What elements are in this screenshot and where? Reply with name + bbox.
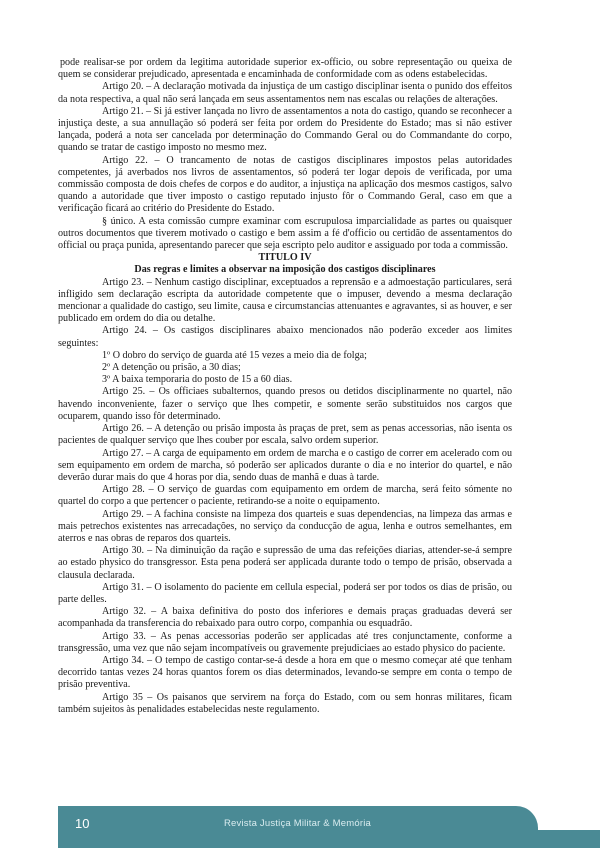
paragraph: Artigo 22. – O trancamento de notas de castigos disciplinares impostos pelas autoridades competentes, já averbados nos livros de assentamentos, só poderá ter logar depois de verificada, por uma commissão composta de dois chefes de corpos e do auditor, a injustiça na aplicação dos mesmos castigos, salvo quando a autoridade que tiver imposto o castigo reputado injusto fôr o Commando Geral, caso em que a verificação ficará ao critério do Presidente do Estado. [58, 154, 512, 215]
paragraph: Artigo 29. – A fachina consiste na limpeza dos quarteis e suas dependencias, na limpeza das armas e mais petrechos existentes nas arrecadações, no serviço da conducção de agua, lenha e outros semelhantes, em aterros e nas obras de reparos dos quarteis. [58, 508, 512, 544]
section-title: TITULO IV [258, 252, 312, 264]
list-item: 3º A baixa temporaria do posto de 15 a 60 dias. [102, 374, 293, 386]
paragraph: Artigo 34. – O tempo de castigo contar-se-á desde a hora em que o mesmo começar até que tenham decorrido tantas vezes 24 horas quantos forem os dias determinados, levando-se sempre em conta o tempo de prisão preventiva. [58, 654, 512, 691]
list-item: 1º O dobro do serviço de guarda até 15 vezes a meio dia de folga; [102, 349, 367, 361]
paragraph: Artigo 20. – A declaração motivada da injustiça de um castigo disciplinar isenta o punido dos effeitos da nota respectiva, a qual não será lançada em seus assentamentos nem nas escalas ou relações de alterações. [58, 81, 512, 105]
paragraph: Artigo 23. – Nenhum castigo disciplinar, exceptuados a reprensão e a admoestação particulares, será infligido sem declaração escripta da autoridade competente que o impuser, devendo a mesma declaração mencionar a qualidade do castigo, seu limite, causa e circumstancias attenuantes e agravantes, si as houver, e ser publicado em ordem do dia ou detalhe. [58, 276, 512, 325]
journal-title: Revista Justiça Militar & Memória [224, 818, 372, 829]
paragraph: Artigo 31. – O isolamento do paciente em cellula especial, poderá ser por todos os dias de prisão, ou parte delles. [58, 581, 512, 605]
paragraph: Artigo 25. – Os officiaes subalternos, quando presos ou detidos disciplinarmente no quartel, não havendo inconveniente, fazer o serviço que lhes competir, e somente serão substituidos nos cargos que ocuparem, quando isso fôr determinado. [58, 386, 512, 422]
page-body [58, 57, 512, 716]
paragraph: Artigo 33. – As penas accessorias poderão ser applicadas até tres conjunctamente, conforme a transgressão, uma vez que não sejam incompatíveis ou gravemente prejudiciaes ao estado physico do paciente. [58, 630, 512, 654]
paragraph: Artigo 27. – A carga de equipamento em ordem de marcha e o castigo de correr em acelerado com ou sem equipamento em ordem de marcha, só poderão ser aplicados durante o dia e no interior do quartel, e não deverão durar mais do que 4 horas por dia, sendo duas de manhã e duas à tarde. [58, 447, 512, 483]
list-item: 2º A detenção ou prisão, a 30 dias; [102, 362, 241, 374]
paragraph: Artigo 30. – Na diminuição da ração e supressão de uma das refeições diarias, attender-se-á sempre ao estado physico do transgressor. Esta pena poderá ser applicada durante todo o tempo de prisão, observada a clausula declarada. [58, 545, 512, 581]
page-number: 10 [75, 816, 90, 831]
section-subtitle: Das regras e limites a observar na imposição dos castigos disciplinares [134, 264, 436, 276]
paragraph: § único. A esta comissão cumpre examinar com escrupulosa imparcialidade as partes ou quaisquer outros documentos que tiverem motivado o castigo e bem assim a fé d'officio ou certidão de assentamentos do official ou praça punida, apresentando parecer que seja escripto pelo auditor e assiguado por toda a commissão. [58, 215, 512, 252]
paragraph: Artigo 32. – A baixa definitiva do posto dos inferiores e demais praças graduadas deverá ser acompanhada da transferencia do rebaixado para outro corpo, companhia ou esquadrão. [58, 606, 512, 630]
paragraph: Artigo 28. – O serviço de guardas com equipamento em ordem de marcha, será feito sómente no quartel do corpo a que pertencer o paciente, retirando-se a noite o equipamento. [58, 484, 512, 508]
paragraph: Artigo 24. – Os castigos disciplinares abaixo mencionados não poderão exceder aos limites seguintes: [58, 325, 512, 349]
paragraph: Artigo 26. – A detenção ou prisão imposta às praças de pret, sem as penas accessorias, não isenta os pacientes de qualquer serviço que lhes couber por escala, salvo ordem superior. [58, 423, 512, 447]
paragraph: pode realisar-se por ordem da legitima autoridade superior ex-officio, ou sobre representação ou queixa de quem se considerar prejudicado, apresentada e encaminhada de conformidade com as odens estabelecidas. [58, 57, 512, 81]
paragraph: Artigo 21. – Si já estiver lançada no livro de assentamentos a nota do castigo, quando se reconhecer a injustiça deste, a sua annullação só poderá ser feita por ordem do Presidente do Estado; mas si não estiver lançada, poderá a nota ser cancelada por determinação do Commando Geral ou do Commandante do corpo, quando se tratar de castigo imposto no mesmo mez. [58, 105, 512, 154]
paragraph: Artigo 35 – Os paisanos que servirem na força do Estado, com ou sem honras militares, ficam também sujeitos às penalidades estabelecidas neste regulamento. [58, 691, 512, 715]
